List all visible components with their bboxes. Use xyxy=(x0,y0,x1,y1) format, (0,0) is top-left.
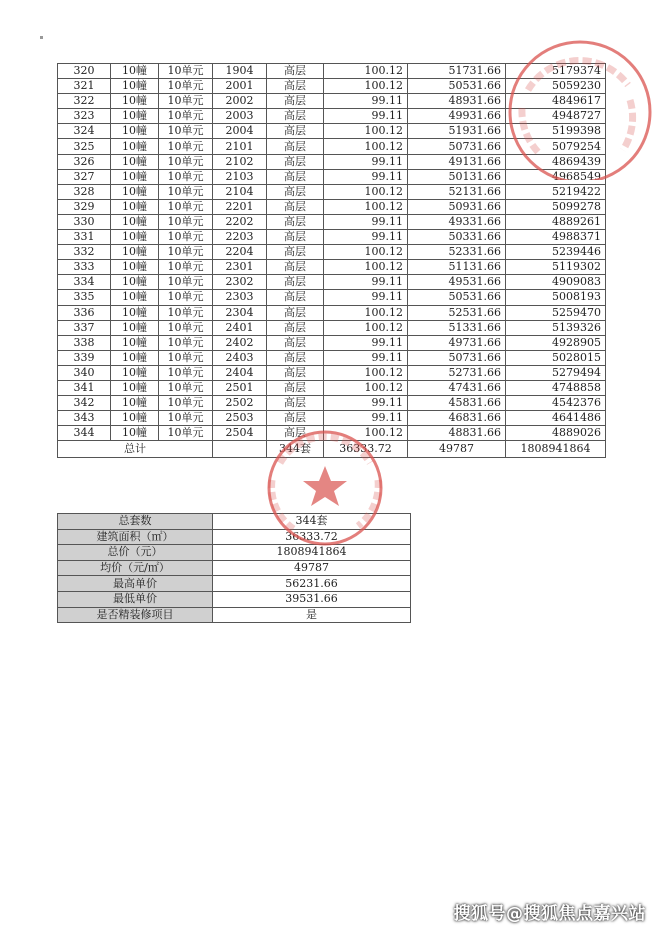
table-cell: 2004 xyxy=(213,124,267,139)
table-row xyxy=(58,109,606,124)
table-cell: 100.12 xyxy=(324,79,408,94)
table-cell: 10幢 xyxy=(111,275,159,290)
table-cell: 2103 xyxy=(213,169,267,184)
table-cell: 10幢 xyxy=(111,260,159,275)
table-cell: 10幢 xyxy=(111,426,159,441)
table-cell: 高层 xyxy=(267,94,324,109)
table-cell: 10单元 xyxy=(159,139,213,154)
table-cell: 4968549 xyxy=(506,169,606,184)
table-cell: 10幢 xyxy=(111,199,159,214)
table-cell: 10幢 xyxy=(111,169,159,184)
table-cell: 高层 xyxy=(267,124,324,139)
table-cell: 10幢 xyxy=(111,64,159,79)
table-cell: 48931.66 xyxy=(408,94,506,109)
table-cell: 50531.66 xyxy=(408,79,506,94)
table-cell: 2003 xyxy=(213,109,267,124)
table-cell: 99.11 xyxy=(324,169,408,184)
table-row xyxy=(58,139,606,154)
table-cell: 10单元 xyxy=(159,245,213,260)
table-row xyxy=(58,380,606,395)
table-row xyxy=(58,169,606,184)
table-cell: 336 xyxy=(58,305,111,320)
table-cell: 99.11 xyxy=(324,335,408,350)
table-cell: 2202 xyxy=(213,214,267,229)
table-cell: 高层 xyxy=(267,64,324,79)
table-cell: 10幢 xyxy=(111,139,159,154)
table-cell: 高层 xyxy=(267,109,324,124)
table-cell: 321 xyxy=(58,79,111,94)
table-cell: 50731.66 xyxy=(408,350,506,365)
scan-speck xyxy=(40,36,43,39)
table-cell: 5099278 xyxy=(506,199,606,214)
summary-label: 均价（元/㎡） xyxy=(58,560,213,576)
table-cell: 52731.66 xyxy=(408,365,506,380)
table-cell: 344 xyxy=(58,426,111,441)
table-cell: 2203 xyxy=(213,230,267,245)
summary-label: 是否精装修项目 xyxy=(58,607,213,623)
table-cell: 10单元 xyxy=(159,109,213,124)
table-cell: 334 xyxy=(58,275,111,290)
table-cell: 4849617 xyxy=(506,94,606,109)
table-cell: 10单元 xyxy=(159,411,213,426)
table-cell: 10幢 xyxy=(111,396,159,411)
table-cell: 2304 xyxy=(213,305,267,320)
table-cell: 328 xyxy=(58,184,111,199)
table-cell: 10幢 xyxy=(111,290,159,305)
summary-row xyxy=(58,545,411,561)
table-cell: 99.11 xyxy=(324,230,408,245)
table-cell: 50731.66 xyxy=(408,139,506,154)
table-cell: 10单元 xyxy=(159,230,213,245)
table-cell: 326 xyxy=(58,154,111,169)
table-cell: 高层 xyxy=(267,290,324,305)
summary-value: 56231.66 xyxy=(213,576,411,592)
table-cell: 2501 xyxy=(213,380,267,395)
table-cell: 100.12 xyxy=(324,365,408,380)
table-cell: 48831.66 xyxy=(408,426,506,441)
table-cell: 4928905 xyxy=(506,335,606,350)
table-cell: 99.11 xyxy=(324,396,408,411)
table-cell: 高层 xyxy=(267,275,324,290)
table-cell: 5179374 xyxy=(506,64,606,79)
table-cell: 52331.66 xyxy=(408,245,506,260)
table-row xyxy=(58,214,606,229)
table-cell: 49331.66 xyxy=(408,214,506,229)
summary-row xyxy=(58,591,411,607)
table-cell: 45831.66 xyxy=(408,396,506,411)
table-cell: 10幢 xyxy=(111,79,159,94)
table-cell: 2503 xyxy=(213,411,267,426)
table-cell: 10单元 xyxy=(159,199,213,214)
table-cell: 5239446 xyxy=(506,245,606,260)
summary-label: 最低单价 xyxy=(58,591,213,607)
table-cell: 10幢 xyxy=(111,124,159,139)
table-cell: 2302 xyxy=(213,275,267,290)
table-cell: 100.12 xyxy=(324,184,408,199)
table-cell: 343 xyxy=(58,411,111,426)
table-row xyxy=(58,184,606,199)
table-row xyxy=(58,290,606,305)
table-row xyxy=(58,245,606,260)
table-cell: 2403 xyxy=(213,350,267,365)
table-row xyxy=(58,64,606,79)
table-cell: 4869439 xyxy=(506,154,606,169)
total-row xyxy=(58,441,606,458)
table-row xyxy=(58,199,606,214)
table-cell: 49531.66 xyxy=(408,275,506,290)
table-cell: 高层 xyxy=(267,245,324,260)
table-cell: 10单元 xyxy=(159,124,213,139)
table-cell: 99.11 xyxy=(324,214,408,229)
table-cell: 51331.66 xyxy=(408,320,506,335)
table-cell: 10幢 xyxy=(111,411,159,426)
summary-value: 49787 xyxy=(213,560,411,576)
table-cell: 99.11 xyxy=(324,154,408,169)
table-cell: 10幢 xyxy=(111,214,159,229)
table-cell: 50131.66 xyxy=(408,169,506,184)
table-cell: 2504 xyxy=(213,426,267,441)
table-cell: 高层 xyxy=(267,154,324,169)
table-cell: 高层 xyxy=(267,305,324,320)
table-cell: 99.11 xyxy=(324,290,408,305)
table-cell: 322 xyxy=(58,94,111,109)
table-cell: 51731.66 xyxy=(408,64,506,79)
table-row xyxy=(58,320,606,335)
table-cell: 47431.66 xyxy=(408,380,506,395)
table-cell: 100.12 xyxy=(324,124,408,139)
table-row xyxy=(58,94,606,109)
table-cell: 2303 xyxy=(213,290,267,305)
table-cell: 高层 xyxy=(267,139,324,154)
table-cell: 10单元 xyxy=(159,275,213,290)
table-cell: 325 xyxy=(58,139,111,154)
table-cell: 高层 xyxy=(267,365,324,380)
table-cell: 2301 xyxy=(213,260,267,275)
table-cell: 2404 xyxy=(213,365,267,380)
table-cell: 330 xyxy=(58,214,111,229)
table-cell: 4988371 xyxy=(506,230,606,245)
table-cell: 10单元 xyxy=(159,426,213,441)
summary-value: 36333.72 xyxy=(213,529,411,545)
table-cell: 高层 xyxy=(267,184,324,199)
table-cell: 100.12 xyxy=(324,320,408,335)
table-cell: 2201 xyxy=(213,199,267,214)
table-cell: 高层 xyxy=(267,169,324,184)
table-cell: 高层 xyxy=(267,214,324,229)
table-cell: 10单元 xyxy=(159,169,213,184)
summary-value: 是 xyxy=(213,607,411,623)
table-cell: 100.12 xyxy=(324,199,408,214)
table-cell: 高层 xyxy=(267,260,324,275)
table-cell: 100.12 xyxy=(324,139,408,154)
table-row xyxy=(58,275,606,290)
table-cell: 10单元 xyxy=(159,365,213,380)
table-cell: 5008193 xyxy=(506,290,606,305)
table-cell: 10幢 xyxy=(111,305,159,320)
table-cell: 10幢 xyxy=(111,109,159,124)
table-cell: 10幢 xyxy=(111,380,159,395)
table-cell: 99.11 xyxy=(324,109,408,124)
table-cell: 高层 xyxy=(267,426,324,441)
table-cell: 4542376 xyxy=(506,396,606,411)
table-cell: 2502 xyxy=(213,396,267,411)
summary-row xyxy=(58,607,411,623)
table-cell: 331 xyxy=(58,230,111,245)
table-cell: 5199398 xyxy=(506,124,606,139)
table-cell: 99.11 xyxy=(324,275,408,290)
table-cell: 2104 xyxy=(213,184,267,199)
summary-row xyxy=(58,560,411,576)
table-cell: 10单元 xyxy=(159,260,213,275)
table-cell: 10单元 xyxy=(159,335,213,350)
table-cell: 5139326 xyxy=(506,320,606,335)
table-cell: 高层 xyxy=(267,396,324,411)
star-icon xyxy=(303,466,347,506)
table-cell: 10幢 xyxy=(111,154,159,169)
table-cell: 46831.66 xyxy=(408,411,506,426)
table-cell: 2401 xyxy=(213,320,267,335)
watermark: 搜狐号@搜狐焦点嘉兴站 xyxy=(453,904,646,924)
table-cell: 2402 xyxy=(213,335,267,350)
table-cell: 50931.66 xyxy=(408,199,506,214)
table-cell: 329 xyxy=(58,199,111,214)
table-cell: 342 xyxy=(58,396,111,411)
units-price-table xyxy=(57,63,606,458)
table-cell: 10幢 xyxy=(111,230,159,245)
summary-label: 建筑面积（㎡） xyxy=(58,529,213,545)
total-area: 36333.72 xyxy=(324,441,408,458)
table-cell: 10幢 xyxy=(111,184,159,199)
table-row xyxy=(58,365,606,380)
table-row xyxy=(58,335,606,350)
table-cell: 49731.66 xyxy=(408,335,506,350)
table-cell: 10幢 xyxy=(111,335,159,350)
table-row xyxy=(58,396,606,411)
table-cell: 338 xyxy=(58,335,111,350)
table-cell: 10单元 xyxy=(159,79,213,94)
table-cell: 高层 xyxy=(267,199,324,214)
table-cell: 335 xyxy=(58,290,111,305)
table-cell: 高层 xyxy=(267,350,324,365)
table-cell: 100.12 xyxy=(324,380,408,395)
table-cell: 10单元 xyxy=(159,380,213,395)
table-cell: 5119302 xyxy=(506,260,606,275)
table-cell: 10幢 xyxy=(111,245,159,260)
table-cell: 333 xyxy=(58,260,111,275)
table-cell: 高层 xyxy=(267,79,324,94)
table-cell: 4948727 xyxy=(506,109,606,124)
table-cell: 4909083 xyxy=(506,275,606,290)
summary-value: 1808941864 xyxy=(213,545,411,561)
table-cell: 2102 xyxy=(213,154,267,169)
table-cell: 高层 xyxy=(267,230,324,245)
table-cell: 327 xyxy=(58,169,111,184)
table-cell: 5259470 xyxy=(506,305,606,320)
table-cell: 51131.66 xyxy=(408,260,506,275)
table-cell xyxy=(213,441,267,458)
summary-row xyxy=(58,514,411,530)
table-cell: 341 xyxy=(58,380,111,395)
table-cell: 2001 xyxy=(213,79,267,94)
table-cell: 99.11 xyxy=(324,94,408,109)
table-cell: 320 xyxy=(58,64,111,79)
table-cell: 10单元 xyxy=(159,305,213,320)
total-avg-price: 49787 xyxy=(408,441,506,458)
table-cell: 324 xyxy=(58,124,111,139)
table-cell: 5219422 xyxy=(506,184,606,199)
summary-value: 39531.66 xyxy=(213,591,411,607)
table-cell: 339 xyxy=(58,350,111,365)
table-cell: 10单元 xyxy=(159,396,213,411)
table-cell: 高层 xyxy=(267,320,324,335)
table-cell: 100.12 xyxy=(324,64,408,79)
table-cell: 10单元 xyxy=(159,350,213,365)
table-cell: 1904 xyxy=(213,64,267,79)
table-row xyxy=(58,230,606,245)
table-cell: 2101 xyxy=(213,139,267,154)
summary-row xyxy=(58,529,411,545)
table-cell: 100.12 xyxy=(324,260,408,275)
table-cell: 100.12 xyxy=(324,426,408,441)
table-cell: 52131.66 xyxy=(408,184,506,199)
table-cell: 5079254 xyxy=(506,139,606,154)
table-cell: 10单元 xyxy=(159,184,213,199)
table-row xyxy=(58,79,606,94)
table-cell: 323 xyxy=(58,109,111,124)
table-cell: 10幢 xyxy=(111,350,159,365)
table-row xyxy=(58,426,606,441)
table-cell: 5028015 xyxy=(506,350,606,365)
table-cell: 10幢 xyxy=(111,320,159,335)
table-cell: 99.11 xyxy=(324,350,408,365)
table-cell: 50531.66 xyxy=(408,290,506,305)
table-cell: 4889026 xyxy=(506,426,606,441)
table-cell: 49131.66 xyxy=(408,154,506,169)
total-label: 总计 xyxy=(58,441,213,458)
table-row xyxy=(58,350,606,365)
table-cell: 332 xyxy=(58,245,111,260)
table-cell: 52531.66 xyxy=(408,305,506,320)
table-cell: 100.12 xyxy=(324,305,408,320)
table-row xyxy=(58,124,606,139)
table-cell: 10单元 xyxy=(159,64,213,79)
table-cell: 5059230 xyxy=(506,79,606,94)
summary-label: 最高单价 xyxy=(58,576,213,592)
table-cell: 100.12 xyxy=(324,245,408,260)
table-cell: 50331.66 xyxy=(408,230,506,245)
summary-table xyxy=(57,513,411,623)
table-row xyxy=(58,154,606,169)
summary-value: 344套 xyxy=(213,514,411,530)
table-cell: 10单元 xyxy=(159,154,213,169)
table-cell: 49931.66 xyxy=(408,109,506,124)
table-cell: 51931.66 xyxy=(408,124,506,139)
table-cell: 2204 xyxy=(213,245,267,260)
summary-label: 总价（元） xyxy=(58,545,213,561)
total-units: 344套 xyxy=(267,441,324,458)
table-cell: 4748858 xyxy=(506,380,606,395)
summary-row xyxy=(58,576,411,592)
table-cell: 2002 xyxy=(213,94,267,109)
table-cell: 10单元 xyxy=(159,290,213,305)
table-cell: 10单元 xyxy=(159,94,213,109)
table-cell: 10单元 xyxy=(159,320,213,335)
table-cell: 4641486 xyxy=(506,411,606,426)
table-cell: 337 xyxy=(58,320,111,335)
table-cell: 高层 xyxy=(267,335,324,350)
table-cell: 10幢 xyxy=(111,94,159,109)
table-cell: 高层 xyxy=(267,411,324,426)
table-row xyxy=(58,305,606,320)
table-cell: 4889261 xyxy=(506,214,606,229)
table-row xyxy=(58,260,606,275)
table-cell: 99.11 xyxy=(324,411,408,426)
table-cell: 高层 xyxy=(267,380,324,395)
table-row xyxy=(58,411,606,426)
table-cell: 10幢 xyxy=(111,365,159,380)
table-cell: 10单元 xyxy=(159,214,213,229)
table-cell: 5279494 xyxy=(506,365,606,380)
total-price: 1808941864 xyxy=(506,441,606,458)
table-cell: 340 xyxy=(58,365,111,380)
summary-label: 总套数 xyxy=(58,514,213,530)
